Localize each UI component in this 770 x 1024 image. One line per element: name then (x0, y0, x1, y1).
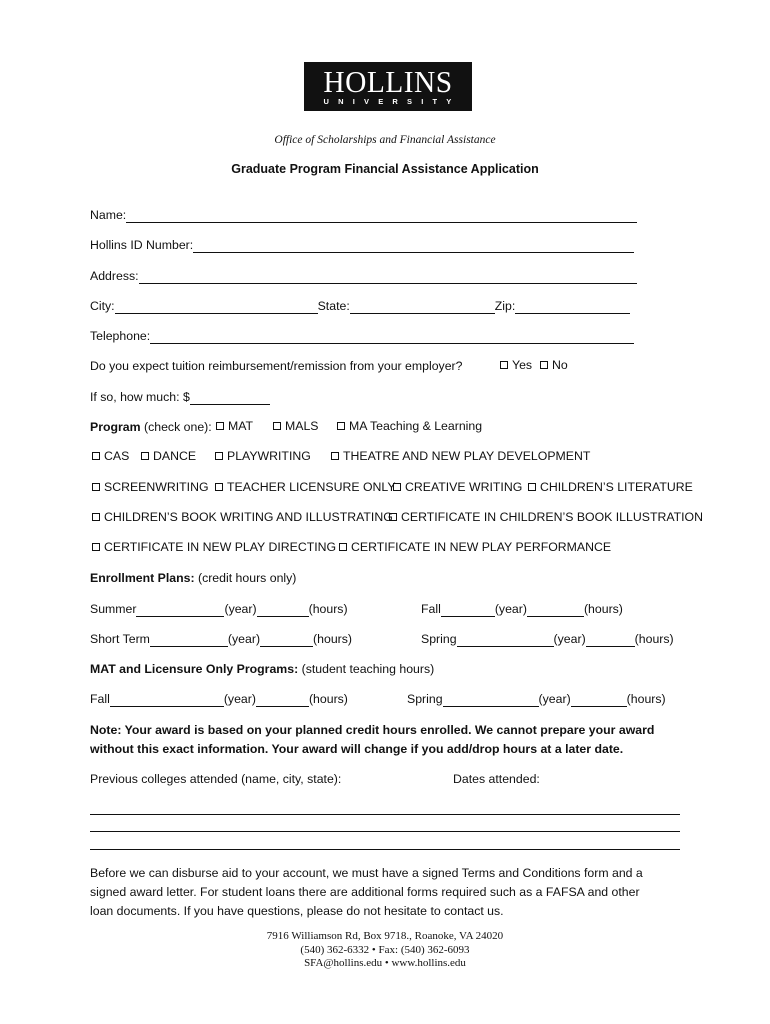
program-option-creative-writing[interactable] (393, 480, 522, 494)
fall-row (421, 601, 623, 617)
award-note-line-1: Note: Your award is based on your planned credit hours enrolled. We cannot prepare your award (90, 723, 655, 737)
childrens-literature-label: CHILDREN’S LITERATURE (540, 480, 693, 494)
previous-colleges-line-1[interactable] (90, 814, 680, 815)
summer-hours-label: (hours) (308, 602, 348, 616)
spring-hours-label: (hours) (634, 632, 674, 646)
program-option-teacher-licensure[interactable] (215, 480, 396, 494)
yes-checkbox[interactable] (500, 361, 508, 369)
previous-colleges-line-2[interactable] (90, 831, 680, 832)
enrollment-label-row (90, 570, 296, 586)
city-label: City: (90, 299, 115, 313)
program-option-ma-teaching[interactable] (337, 419, 482, 433)
reimbursement-no-option[interactable] (540, 358, 568, 372)
name-row (90, 207, 637, 223)
creative-writing-label: CREATIVE WRITING (405, 480, 523, 494)
cert-childrens-book-checkbox[interactable] (389, 513, 397, 521)
summer-year-label: (year) (224, 602, 257, 616)
mat-spring-year-field[interactable] (443, 693, 539, 707)
childrens-book-writing-checkbox[interactable] (92, 513, 100, 521)
how-much-row (90, 389, 270, 405)
short-term-row (90, 631, 352, 647)
spring-year-field[interactable] (457, 633, 554, 647)
dance-label: DANCE (153, 449, 197, 463)
enrollment-label: Enrollment Plans: (90, 571, 195, 585)
theatre-checkbox[interactable] (331, 452, 339, 460)
mat-fall-hours-label: (hours) (308, 692, 348, 706)
dates-attended-label: Dates attended: (453, 772, 540, 786)
mat-checkbox[interactable] (216, 422, 224, 430)
theatre-label: THEATRE AND NEW PLAY DEVELOPMENT (343, 449, 591, 463)
how-much-field[interactable] (190, 391, 270, 405)
form-title: Graduate Program Financial Assistance Application (231, 162, 539, 176)
mat-spring-row (407, 691, 666, 707)
disbursement-info-line-2: signed award letter. For student loans there are additional forms required such as a FAFSA and other (90, 885, 640, 899)
cert-play-performance-label: CERTIFICATE IN NEW PLAY PERFORMANCE (351, 540, 612, 554)
program-label-row (90, 419, 212, 435)
state-field[interactable] (350, 300, 495, 314)
teacher-licensure-label: TEACHER LICENSURE ONLY (227, 480, 396, 494)
short-term-year-label: (year) (227, 632, 261, 646)
mat-spring-hours-field[interactable] (571, 693, 627, 707)
cert-play-performance-checkbox[interactable] (339, 543, 347, 551)
childrens-literature-checkbox[interactable] (528, 483, 536, 491)
reimbursement-question: Do you expect tuition reimbursement/remission from your employer? (90, 359, 463, 373)
telephone-field[interactable] (150, 330, 634, 344)
program-option-childrens-book-writing[interactable] (92, 510, 393, 524)
mat-fall-hours-field[interactable] (256, 693, 309, 707)
mat-fall-label: Fall (90, 692, 110, 706)
address-field[interactable] (139, 270, 637, 284)
name-label: Name: (90, 208, 127, 222)
logo-wordmark: HOLLINS (323, 64, 453, 99)
footer-contact (0, 930, 770, 971)
dance-checkbox[interactable] (141, 452, 149, 460)
zip-label: Zip: (494, 299, 516, 313)
mals-label: MALS (285, 419, 319, 433)
address-label: Address: (90, 269, 139, 283)
reimbursement-yes-option[interactable] (500, 358, 532, 372)
fall-year-label: (year) (494, 602, 527, 616)
city-field[interactable] (115, 300, 318, 314)
zip-field[interactable] (515, 300, 630, 314)
mat-spring-hours-label: (hours) (626, 692, 666, 706)
spring-year-label: (year) (553, 632, 586, 646)
disbursement-info (90, 864, 690, 921)
program-option-cas[interactable] (92, 449, 129, 463)
teacher-licensure-checkbox[interactable] (215, 483, 223, 491)
previous-colleges-label: Previous colleges attended (name, city, state): (90, 772, 342, 786)
mat-programs-hint: (student teaching hours) (301, 662, 435, 676)
mat-label-row (90, 661, 434, 677)
hollins-id-label: Hollins ID Number: (90, 238, 194, 252)
no-checkbox[interactable] (540, 361, 548, 369)
program-option-cert-play-directing[interactable] (92, 540, 336, 554)
cert-childrens-book-label: CERTIFICATE IN CHILDREN’S BOOK ILLUSTRATION (401, 510, 703, 524)
disbursement-info-line-1: Before we can disburse aid to your account, we must have a signed Terms and Conditions form and a (90, 866, 643, 880)
playwriting-label: PLAYWRITING (227, 449, 311, 463)
cert-play-directing-label: CERTIFICATE IN NEW PLAY DIRECTING (104, 540, 337, 554)
spring-row (421, 631, 674, 647)
previous-colleges-line-3[interactable] (90, 849, 680, 850)
award-note (90, 721, 690, 759)
short-term-label: Short Term (90, 632, 150, 646)
footer-address: 7916 Williamson Rd, Box 9718., Roanoke, VA 24020 (266, 930, 504, 942)
childrens-book-writing-label: CHILDREN’S BOOK WRITING AND ILLUSTRATING (104, 510, 393, 524)
mat-spring-year-label: (year) (538, 692, 571, 706)
mat-fall-year-field[interactable] (110, 693, 224, 707)
how-much-label: If so, how much: $ (90, 390, 190, 404)
state-label: State: (317, 299, 350, 313)
program-label: Program (90, 420, 141, 434)
fall-label: Fall (421, 602, 441, 616)
mat-fall-row (90, 691, 348, 707)
no-label: No (552, 358, 568, 372)
footer-email-web: SFA@hollins.edu • www.hollins.edu (304, 957, 466, 969)
program-option-mat[interactable] (216, 419, 253, 433)
telephone-label: Telephone: (90, 329, 151, 343)
name-field[interactable] (126, 209, 637, 223)
screenwriting-checkbox[interactable] (92, 483, 100, 491)
summer-hours-field[interactable] (257, 603, 309, 617)
summer-year-field[interactable] (136, 603, 224, 617)
playwriting-checkbox[interactable] (215, 452, 223, 460)
enrollment-hint: (credit hours only) (197, 571, 297, 585)
program-option-playwriting[interactable] (215, 449, 311, 463)
summer-row (90, 601, 348, 617)
program-hint: (check one): (144, 420, 212, 434)
spring-label: Spring (421, 632, 457, 646)
footer-phone: (540) 362-6332 • Fax: (540) 362-6093 (300, 943, 470, 956)
cert-play-directing-checkbox[interactable] (92, 543, 100, 551)
fall-hours-field[interactable] (527, 603, 584, 617)
spring-hours-field[interactable] (586, 633, 635, 647)
program-option-theatre[interactable] (331, 449, 590, 463)
ma-teaching-checkbox[interactable] (337, 422, 345, 430)
short-term-year-field[interactable] (150, 633, 228, 647)
program-option-dance[interactable] (141, 449, 196, 463)
mat-fall-year-label: (year) (223, 692, 256, 706)
disbursement-info-line-3: loan documents. If you have questions, please do not hesitate to contact us. (90, 904, 504, 918)
program-option-childrens-literature[interactable] (528, 480, 693, 494)
mat-label: MAT (228, 419, 254, 433)
program-option-cert-play-performance[interactable] (339, 540, 611, 554)
cas-label: CAS (104, 449, 130, 463)
program-option-cert-childrens-book[interactable] (389, 510, 703, 524)
short-term-hours-label: (hours) (313, 632, 352, 646)
telephone-row (90, 328, 634, 344)
creative-writing-checkbox[interactable] (393, 483, 401, 491)
cas-checkbox[interactable] (92, 452, 100, 460)
program-option-mals[interactable] (273, 419, 319, 433)
ma-teaching-label: MA Teaching & Learning (349, 419, 483, 433)
screenwriting-label: SCREENWRITING (104, 480, 209, 494)
short-term-hours-field[interactable] (260, 633, 313, 647)
hollins-id-row (90, 237, 634, 253)
fall-hours-label: (hours) (583, 602, 623, 616)
yes-label: Yes (512, 358, 533, 372)
award-note-line-2: without this exact information. Your award will change if you add/drop hours at a later date. (90, 742, 624, 756)
city-state-zip-row (90, 298, 630, 314)
hollins-logo (304, 62, 472, 111)
mat-spring-label: Spring (407, 692, 443, 706)
mat-programs-label: MAT and Licensure Only Programs: (90, 662, 299, 676)
program-option-screenwriting[interactable] (92, 480, 209, 494)
fall-year-field[interactable] (441, 603, 495, 617)
office-name: Office of Scholarships and Financial Assistance (274, 134, 496, 146)
logo-subtitle: UNIVERSITY (323, 97, 461, 106)
address-row (90, 268, 637, 284)
hollins-id-field[interactable] (193, 239, 634, 253)
mals-checkbox[interactable] (273, 422, 281, 430)
summer-label: Summer (90, 602, 137, 616)
